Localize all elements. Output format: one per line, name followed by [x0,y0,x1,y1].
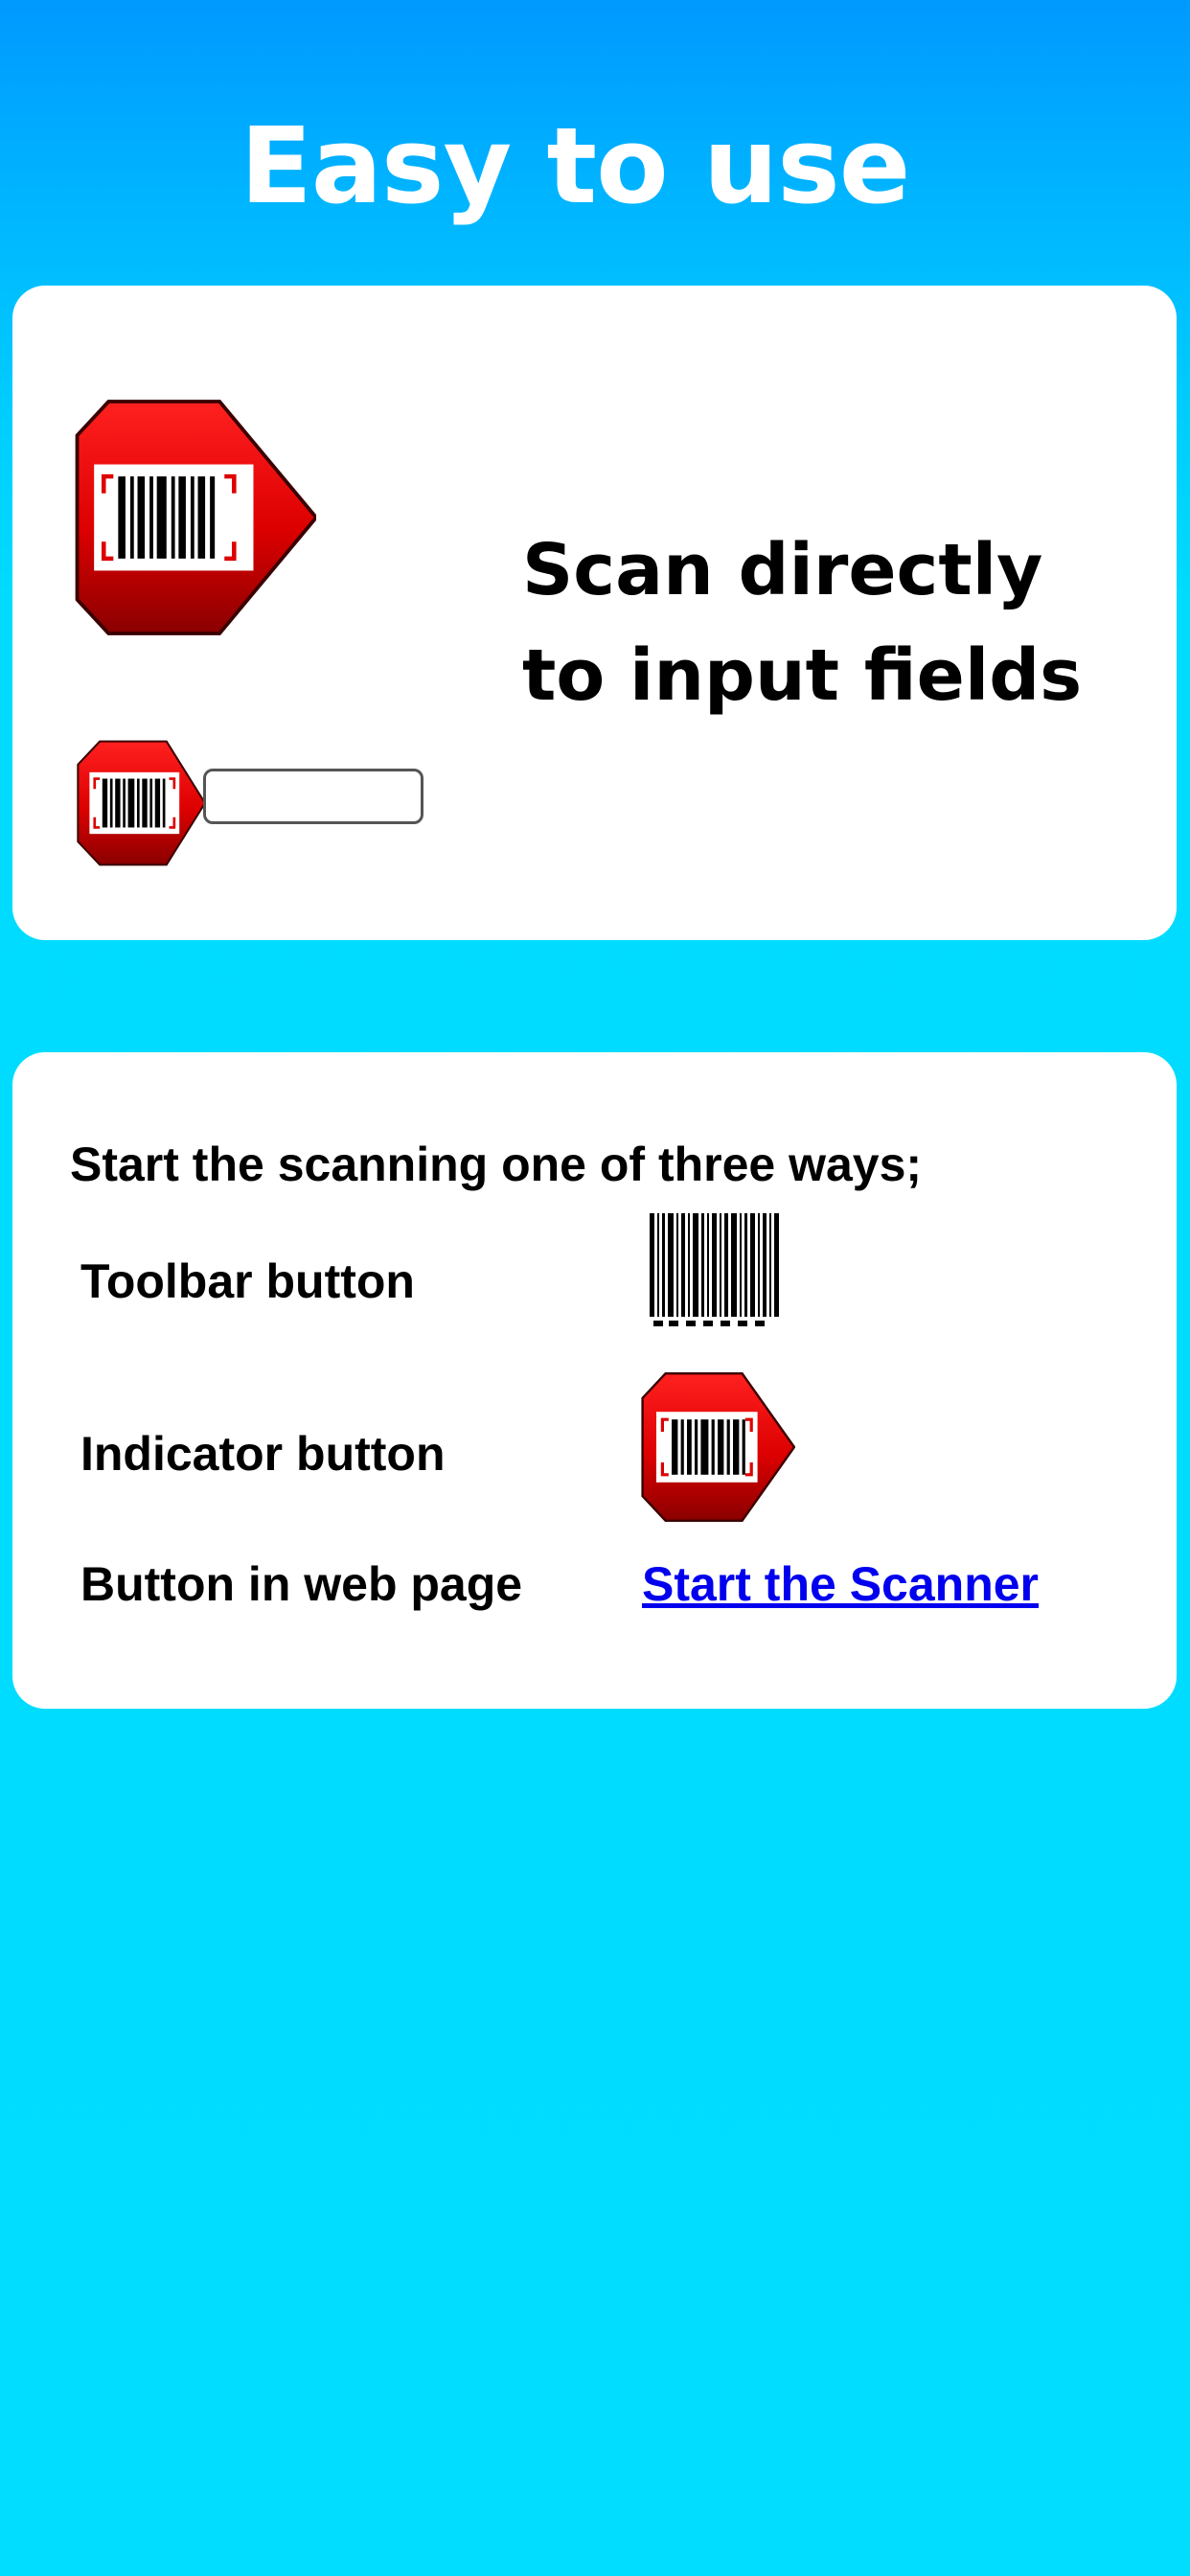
barcode-scanner-indicator-icon[interactable] [75,395,316,640]
start-scanner-link[interactable]: Start the Scanner [642,1557,1040,1611]
toolbar-button-label: Toolbar button [80,1254,415,1308]
web-page-button-label: Button in web page [80,1557,523,1611]
barcode-toolbar-icon[interactable] [648,1213,782,1332]
indicator-button-label: Indicator button [80,1427,446,1481]
scan-methods-intro: Start the scanning one of three ways; [70,1138,923,1191]
scan-target-input-field[interactable] [203,769,423,824]
feature-description [522,518,1174,728]
barcode-scanner-indicator-icon[interactable] [640,1370,795,1524]
page-headline: Easy to use [240,104,910,227]
feature-line-2: to input fields [522,634,1083,717]
barcode-scanner-indicator-icon[interactable] [77,738,205,868]
feature-line-1: Scan directly [522,529,1043,611]
